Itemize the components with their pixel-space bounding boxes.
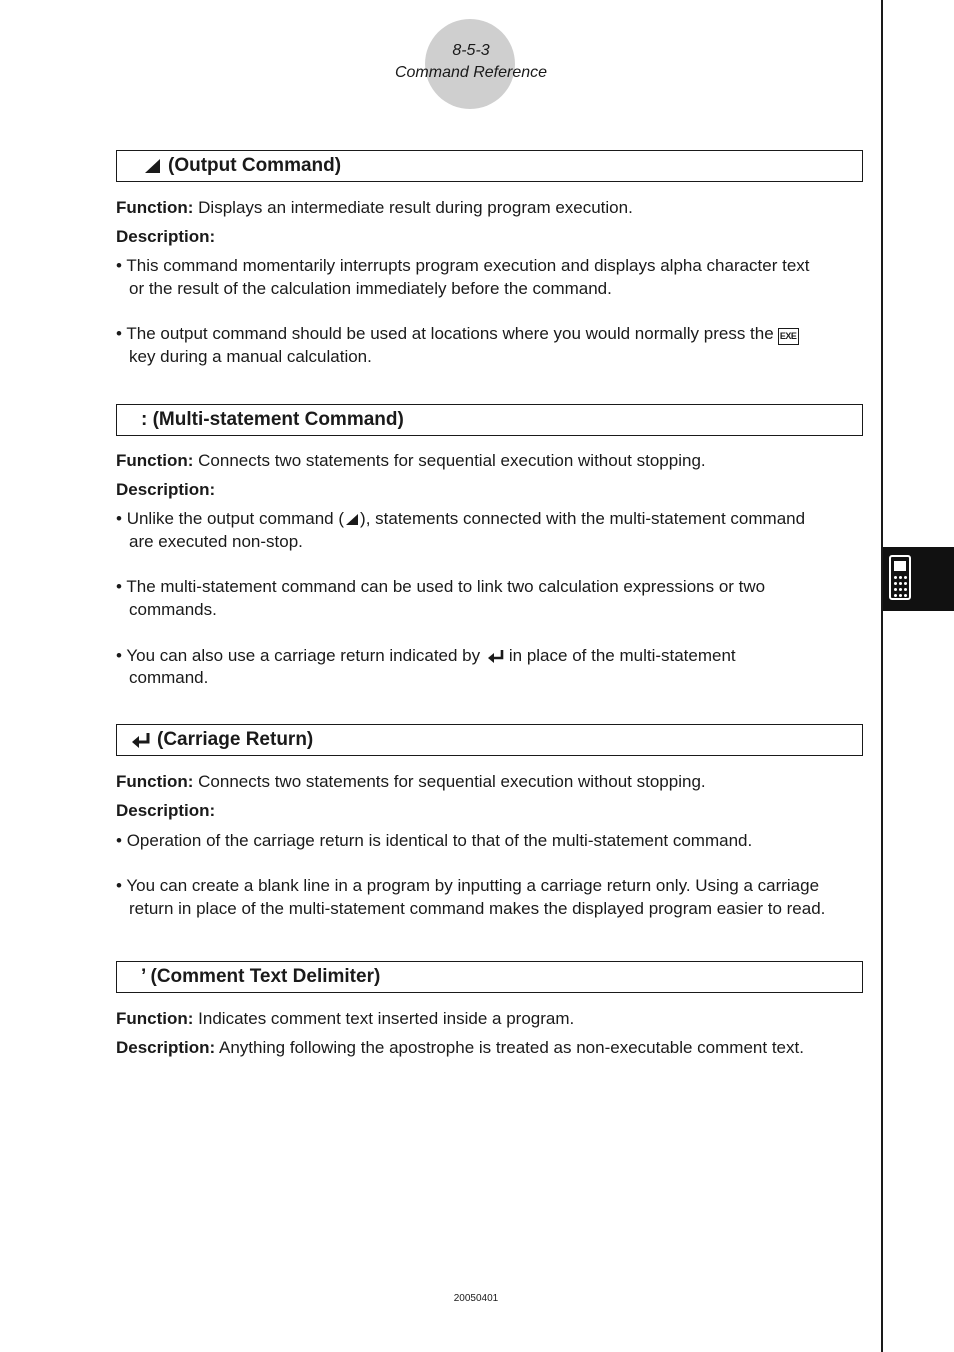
bullet-continuation: or the result of the calculation immediately before the command. [129,279,612,298]
bullet-item: • You can also use a carriage return indicated by in place of the multi-statement [116,646,736,665]
bullet-item: • This command momentarily interrupts program execution and displays alpha character text [116,256,810,275]
page-number: 8-5-3 [452,42,490,59]
function-line: Function: Indicates comment text inserted inside a program. [116,1009,575,1028]
bullet-continuation: are executed non-stop. [129,532,303,551]
calculator-icon [889,555,911,600]
section-heading-output-command [116,150,863,182]
carriage-return-icon [487,649,505,663]
bullet-continuation: key during a manual calculation. [129,347,372,366]
chapter-title: Command Reference [394,64,548,81]
description-label: Description: [116,227,216,246]
section-heading-comment-delimiter [116,961,863,993]
function-line: Function: Connects two statements for sequential execution without stopping. [116,451,706,470]
description-label: Description: [116,801,216,820]
bullet-continuation: return in place of the multi-statement command makes the displayed program easier to read. [129,899,826,918]
bullet-continuation: commands. [129,600,217,619]
footer-code: 20050401 [453,1293,499,1304]
output-triangle-icon [144,158,162,174]
section-title: (Output Command) [168,155,342,176]
section-title: : (Multi-statement Command) [141,409,404,430]
bullet-item: • Operation of the carriage return is identical to that of the multi-statement command. [116,831,753,850]
bullet-item: • The output command should be used at locations where you would normally press the EXE [116,324,799,345]
chapter-side-tab [883,547,954,611]
output-triangle-icon [345,513,359,526]
function-line: Function: Displays an intermediate result during program execution. [116,198,633,217]
description-line: Description: Anything following the apostrophe is treated as non-executable comment text. [116,1038,804,1057]
description-label: Description: [116,480,216,499]
section-heading-multi-statement [116,404,863,436]
bullet-continuation: command. [129,668,209,687]
bullet-item: • You can create a blank line in a program by inputting a carriage return only. Using a carriage [116,876,820,895]
bullet-item: • Unlike the output command ( ), statements connected with the multi-statement command [116,509,806,528]
exe-key-icon: EXE [778,328,799,345]
function-line: Function: Connects two statements for sequential execution without stopping. [116,772,706,791]
section-title: ’ (Comment Text Delimiter) [141,966,381,987]
page-edge-rule [881,0,883,1352]
section-heading-carriage-return [116,724,863,756]
section-title: (Carriage Return) [157,729,314,750]
bullet-item: • The multi-statement command can be used to link two calculation expressions or two [116,577,766,596]
carriage-return-icon [131,732,151,748]
